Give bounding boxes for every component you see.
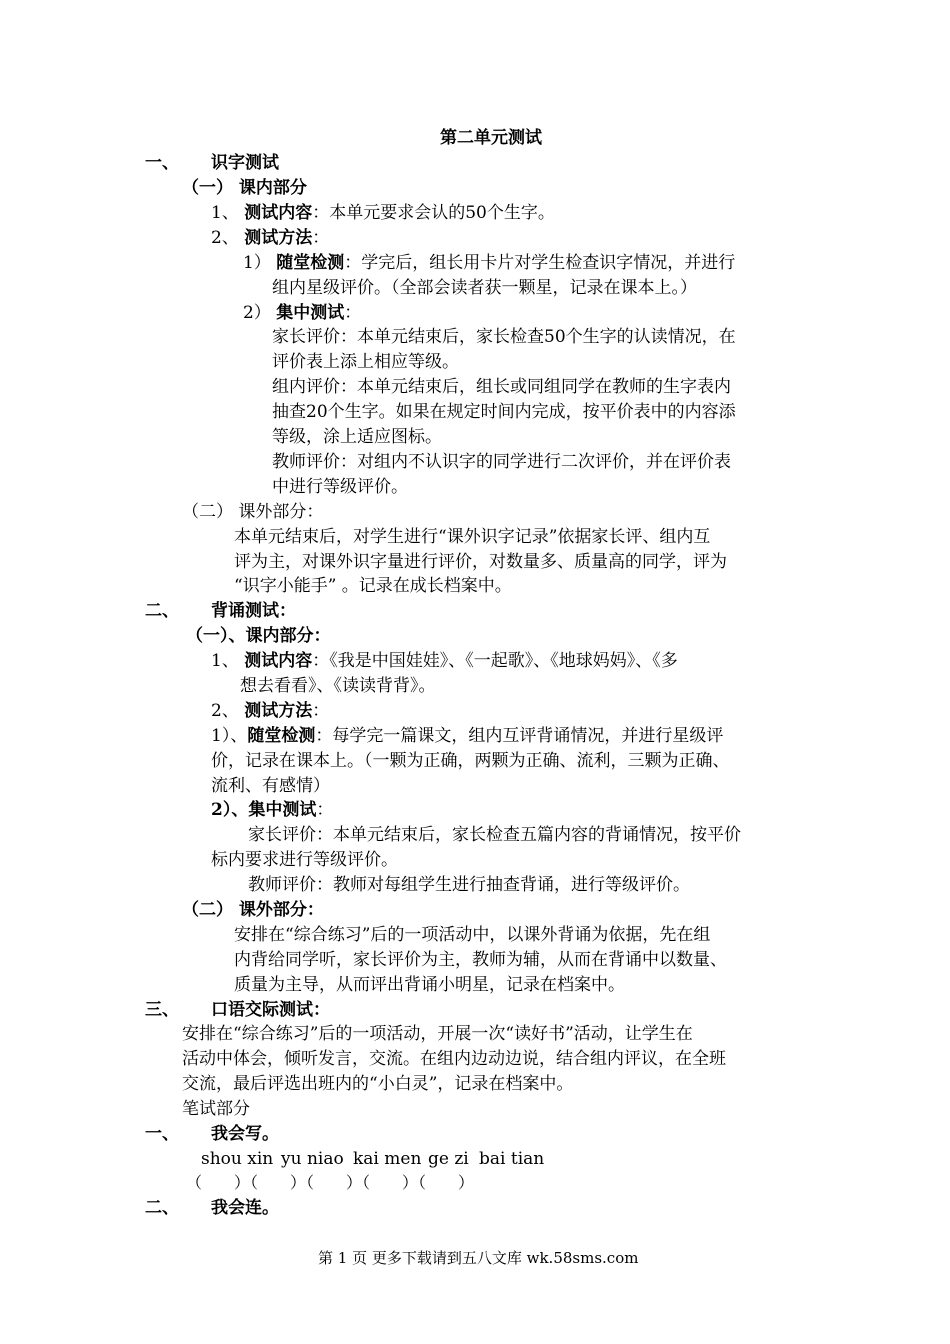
written-part-label: 笔试部分: [182, 1099, 250, 1119]
s1-group-line-3: 等级，涂上适应图标。: [272, 427, 442, 447]
s2-item-1-label: 测试内容: [244, 651, 313, 671]
s1-point-1-label: 随堂检测: [276, 253, 345, 273]
s1-sub1: [182, 176, 307, 200]
page-title: 第二单元测试: [440, 128, 542, 148]
page-footer: 第 1 页 更多下载请到五八文库 wk.58sms.com: [318, 1249, 639, 1267]
s1-point-1: [243, 251, 735, 275]
s3-body-line-2: 活动中体会，倾听发言，交流。在组内边动边说，结合组内评议，在全班: [182, 1049, 726, 1069]
w2-number: 二、: [145, 1198, 179, 1218]
section-3-heading: 口语交际测试：: [211, 1000, 330, 1020]
s1-item-2-num: 2、: [211, 228, 239, 248]
s2-item-2-num: 2、: [211, 701, 239, 721]
s2-parent-line-1: 家长评价：本单元结束后，家长检查五篇内容的背诵情况，按平价: [248, 825, 741, 845]
s1-point-2-num: 2）: [243, 303, 271, 323]
s1-point-2-text: ：: [344, 303, 362, 323]
s1-item-1-num: 1、: [211, 203, 239, 223]
s2-item-1-num: 1、: [211, 651, 239, 671]
s2-point-1-label: 随堂检测: [247, 726, 316, 746]
s1-group-line-1: 组内评价：本单元结束后，组长或同组同学在教师的生字表内: [272, 377, 731, 397]
s1-point-1-line2: 组内星级评价。（全部会读者获一颗星，记录在课本上。）: [272, 278, 697, 298]
s3-body-line-3: 交流，最后评选出班内的“小白灵”，记录在档案中。: [182, 1074, 574, 1094]
w1-number: 一、: [145, 1124, 179, 1144]
pinyin-4: ge zi: [428, 1149, 469, 1169]
pinyin-1: shou xin: [201, 1149, 274, 1169]
w1-heading: 我会写。: [211, 1124, 279, 1144]
s2-point-1-line2: 价，记录在课本上。（一颗为正确，两颗为正确、流利，三颗为正确、: [211, 751, 730, 771]
s1-sub1-num: （一）: [182, 178, 233, 198]
s2-sub2-num: （二）: [182, 900, 233, 920]
s1-outside-line-2: 评为主，对课外识字量进行评价，对数量多、质量高的同学，评为: [234, 552, 727, 572]
s2-item-1-line2: 想去看看》、《读读背背》。: [240, 676, 436, 696]
s1-item-1-text: ：本单元要求会认的50个生字。: [312, 203, 555, 223]
pinyin-5: bai tian: [479, 1149, 545, 1169]
s2-point-1: [211, 724, 723, 748]
s2-item-1: [211, 649, 678, 673]
s2-parent-line-2: 标内要求进行等级评价。: [211, 850, 398, 870]
s1-point-2-label: 集中测试: [276, 303, 345, 323]
s2-point-2-text: ：: [316, 800, 334, 820]
s1-item-2-text: ：: [312, 228, 330, 248]
s2-item-1-text: ：《我是中国娃娃》、《一起歌》、《地球妈妈》、《多: [312, 651, 678, 671]
section-3-number: 三、: [145, 1000, 179, 1020]
s3-body-line-1: 安排在“综合练习”后的一项活动，开展一次“读好书”活动，让学生在: [182, 1024, 693, 1044]
s2-sub2-head: 课外部分：: [238, 900, 324, 920]
section-2-heading: 背诵测试：: [211, 601, 296, 621]
s2-outside-line-1: 安排在“综合练习”后的一项活动中，以课外背诵为依据，先在组: [234, 925, 711, 945]
s1-outside-line-1: 本单元结束后，对学生进行“课外识字记录”依据家长评、组内互: [234, 527, 711, 547]
s1-group-line-2: 抽查20个生字。如果在规定时间内完成，按平价表中的内容添: [272, 402, 736, 422]
s2-item-2: [211, 699, 329, 723]
s1-sub2-num: （二）: [182, 502, 233, 522]
s1-point-2: [243, 301, 361, 325]
s1-outside-line-3: “识字小能手” 。记录在成长档案中。: [234, 576, 512, 596]
answer-blanks[interactable]: （ ）（ ）（ ）（ ）（ ）: [186, 1173, 475, 1192]
s1-sub1-head: 课内部分: [238, 178, 307, 198]
s2-point-2-label: 2）、集中测试: [211, 800, 317, 820]
s1-sub2: [182, 500, 323, 524]
w2-heading: 我会连。: [211, 1198, 279, 1218]
s2-point-1-text: ：每学完一篇课文，组内互评背诵情况，并进行星级评: [315, 726, 724, 746]
pinyin-2: yu niao: [281, 1149, 344, 1169]
s1-sub2-head: 课外部分：: [238, 502, 324, 522]
s2-sub2: [182, 898, 324, 922]
s2-outside-line-2: 内背给同学听，家长评价为主，教师为辅，从而在背诵中以数量、: [234, 950, 727, 970]
s1-item-2-label: 测试方法: [244, 228, 313, 248]
section-1-number: 一、: [145, 153, 179, 173]
s1-item-1: [211, 201, 555, 225]
s2-item-2-label: 测试方法: [244, 701, 313, 721]
s2-point-1-line3: 流利、有感情）: [211, 776, 330, 796]
s1-teacher-line-1: 教师评价：对组内不认识字的同学进行二次评价，并在评价表: [272, 452, 731, 472]
s1-item-2: [211, 226, 329, 250]
s2-teacher: 教师评价：教师对每组学生进行抽查背诵，进行等级评价。: [248, 875, 690, 895]
s1-parent-line-1: 家长评价：本单元结束后，家长检查50个生字的认读情况，在: [272, 327, 736, 347]
s1-point-1-text: ：学完后，组长用卡片对学生检查识字情况，并进行: [344, 253, 736, 273]
section-2-number: 二、: [145, 601, 179, 621]
s2-item-2-text: ：: [312, 701, 330, 721]
s1-parent-line-2: 评价表上添上相应等级。: [272, 352, 459, 372]
s1-point-1-num: 1）: [243, 253, 271, 273]
s2-point-1-prefix: 1）、: [211, 726, 248, 746]
s2-outside-line-3: 质量为主导，从而评出背诵小明星，记录在档案中。: [234, 975, 625, 995]
s1-item-1-label: 测试内容: [244, 203, 313, 223]
pinyin-3: kai men: [353, 1149, 422, 1169]
section-1-heading: 识字测试: [211, 153, 279, 173]
s1-teacher-line-2: 中进行等级评价。: [272, 477, 408, 497]
s2-sub1: （一）、课内部分：: [186, 626, 331, 646]
s2-point-2: [211, 798, 333, 822]
